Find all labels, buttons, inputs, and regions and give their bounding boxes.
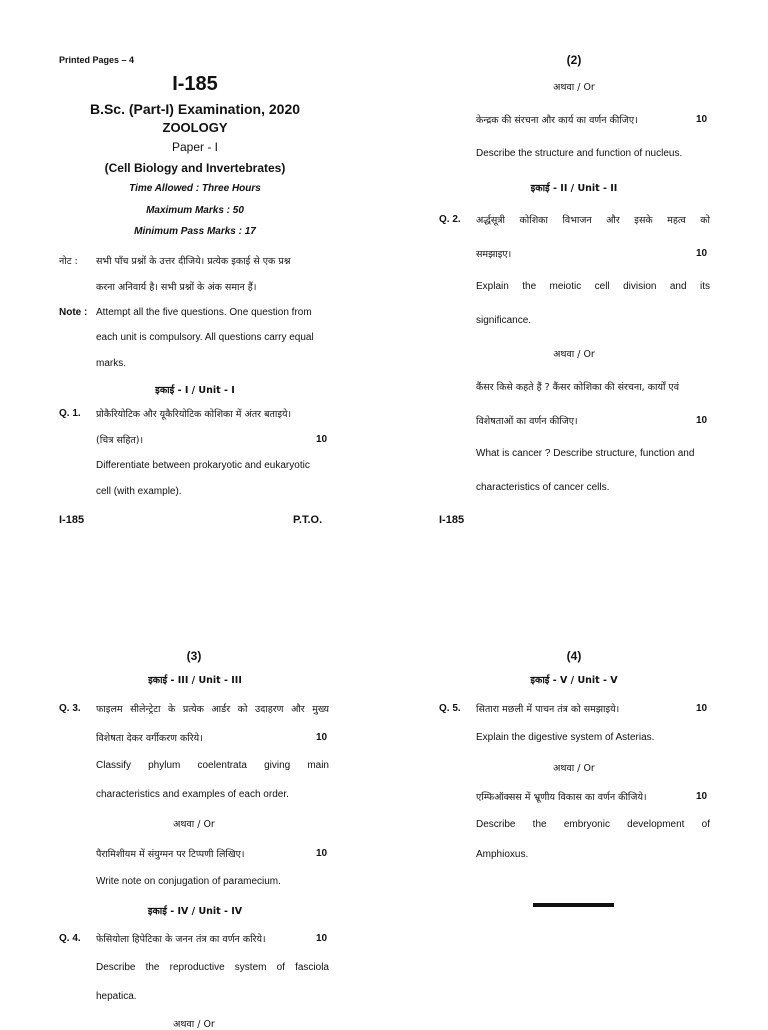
subject-title: ZOOLOGY xyxy=(162,120,228,135)
unit-3-heading: इकाई - III / Unit - III xyxy=(148,675,242,686)
q2-english-line-1: Explain the meiotic cell division and its xyxy=(476,281,710,292)
footer-pto: P.T.O. xyxy=(293,514,323,526)
q4-marks: 10 xyxy=(316,933,328,944)
q3-hindi-line-2: विशेषता देकर वर्गीकरण करिये। xyxy=(96,733,203,744)
paper-number: Paper - I xyxy=(171,140,219,154)
q2-hindi-line-1: अर्द्धसूत्री कोशिका विभाजन और इसके महत्व को xyxy=(476,215,710,226)
or-divider: अथवा / Or xyxy=(553,349,595,360)
paper-code: I-185 xyxy=(172,73,218,95)
q3-english-line-1: Classify phylum coelentrata giving main xyxy=(96,760,329,771)
q4-hindi: फेसियोला हिपेटिका के जनन तंत्र का वर्णन करिये। xyxy=(96,934,266,945)
note-english-line-1: Attempt all the five questions. One question from xyxy=(96,307,312,318)
q5-alt-english-line-1: Describe the embryonic development of xyxy=(476,819,710,830)
note-hindi-line-1: सभी पाँच प्रश्नों के उत्तर दीजिये। प्रत्येक इकाई से एक प्रश्न xyxy=(96,256,291,267)
q2-marks: 10 xyxy=(696,248,708,259)
q2-alt-marks: 10 xyxy=(696,415,708,426)
or-divider-cutoff: अथवा / Or xyxy=(173,1019,215,1030)
page-number: (3) xyxy=(186,649,202,663)
q5-hindi: सितारा मछली में पाचन तंत्र को समझाइये। xyxy=(476,704,620,715)
note-english-label: Note : xyxy=(59,307,88,318)
q1-hindi-line-2: (चित्र सहित)। xyxy=(96,435,144,446)
paper-title: (Cell Biology and Invertebrates) xyxy=(104,161,286,175)
unit-4-heading: इकाई - IV / Unit - IV xyxy=(147,906,243,917)
page-number: (2) xyxy=(566,53,582,67)
q4-english-line-1: Describe the reproductive system of fasciola xyxy=(96,962,329,973)
q3-english-line-2: characteristics and examples of each order. xyxy=(96,789,289,800)
q1-hindi-line-1: प्रोकैरियोटिक और यूकैरियोटिक कोशिका में अंतर बताइये। xyxy=(96,409,292,420)
note-hindi-label: नोट : xyxy=(59,256,78,267)
q5-alt-marks: 10 xyxy=(696,791,708,802)
page-number: (4) xyxy=(566,649,582,663)
q5-alt-english-line-2: Amphioxus. xyxy=(476,849,529,860)
or-divider: अथवा / Or xyxy=(553,763,595,774)
q1-number: Q. 1. xyxy=(59,408,81,419)
q5-marks: 10 xyxy=(696,703,708,714)
q3-alt-english: Write note on conjugation of paramecium. xyxy=(96,876,281,887)
q1-marks: 10 xyxy=(316,434,328,445)
q5-english: Explain the digestive system of Asterias. xyxy=(476,732,655,743)
q2-english-line-2: significance. xyxy=(476,315,532,326)
q1-english-line-2: cell (with example). xyxy=(96,486,182,497)
q5-number: Q. 5. xyxy=(439,703,461,714)
footer-code: I-185 xyxy=(439,514,465,526)
unit-2-heading: इकाई - II / Unit - II xyxy=(530,183,618,194)
q2-alt-english-line-2: characteristics of cancer cells. xyxy=(476,482,610,493)
q3-alt-hindi: पैरामिशीयम में संयुग्मन पर टिप्पणी लिखिए। xyxy=(96,849,245,860)
note-hindi-line-2: करना अनिवार्य है। सभी प्रश्नों के अंक समान हैं। xyxy=(96,282,257,293)
maximum-marks: Maximum Marks : 50 xyxy=(146,205,244,216)
q3-hindi-line-1: फाइलम सीलेन्ट्रेटा के प्रत्येक आर्डर को उदाहरण और मुख्य xyxy=(96,704,329,715)
time-allowed: Time Allowed : Three Hours xyxy=(129,183,261,194)
note-english-line-3: marks. xyxy=(96,358,126,369)
q2-alt-hindi-line-2: विशेषताओं का वर्णन कीजिए। xyxy=(476,416,578,427)
q2-number: Q. 2. xyxy=(439,214,461,225)
footer-code: I-185 xyxy=(59,514,85,526)
q4-english-line-2: hepatica. xyxy=(96,991,137,1002)
q1-english-line-1: Differentiate between prokaryotic and eukaryotic xyxy=(96,460,310,471)
q3-alt-marks: 10 xyxy=(316,848,328,859)
end-of-paper-rule xyxy=(533,903,614,907)
unit-5-heading: इकाई - V / Unit - V xyxy=(530,675,618,686)
q4-number: Q. 4. xyxy=(59,933,81,944)
q5-alt-hindi: एम्फिऑक्सस में भ्रूणीय विकास का वर्णन कीजिये। xyxy=(476,792,647,803)
q2-alt-hindi-line-1: कैंसर किसे कहते हैं ? कैंसर कोशिका की संरचना, कार्यों एवं xyxy=(476,382,679,393)
printed-pages: Printed Pages – 4 xyxy=(59,55,135,65)
or-divider: अथवा / Or xyxy=(173,819,215,830)
note-english-line-2: each unit is compulsory. All questions carry equal xyxy=(96,332,314,343)
q1-alt-marks: 10 xyxy=(696,114,708,125)
or-divider: अथवा / Or xyxy=(553,82,595,93)
q2-alt-english-line-1: What is cancer ? Describe structure, function and xyxy=(476,448,695,459)
minimum-pass-marks: Minimum Pass Marks : 17 xyxy=(134,226,256,237)
unit-1-heading: इकाई - I / Unit - I xyxy=(155,385,235,396)
q3-number: Q. 3. xyxy=(59,703,81,714)
q2-hindi-line-2: समझाइए। xyxy=(476,249,512,260)
exam-title: B.Sc. (Part-I) Examination, 2020 xyxy=(89,101,301,117)
q1-alt-hindi: केन्द्रक की संरचना और कार्य का वर्णन कीजिए। xyxy=(476,115,638,126)
q1-alt-english: Describe the structure and function of nucleus. xyxy=(476,148,683,159)
q3-marks: 10 xyxy=(316,732,328,743)
